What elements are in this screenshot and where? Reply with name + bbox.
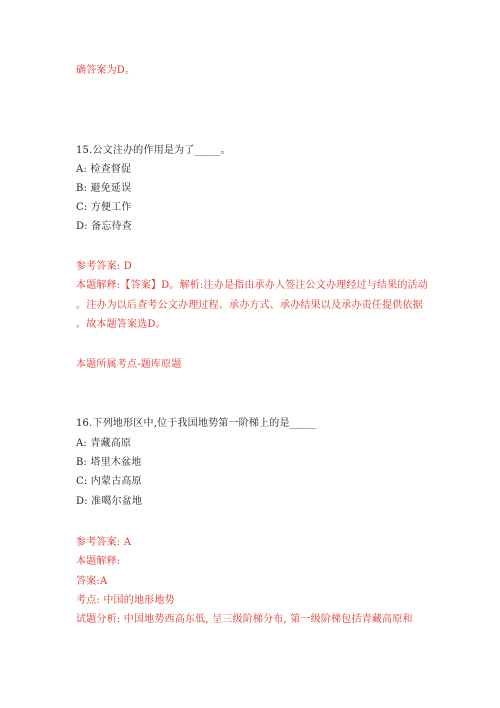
question-16-explanation-label: 本题解释:: [76, 556, 121, 567]
question-16-option-b: B: 塔里木盆地: [76, 457, 142, 468]
question-15-source: 本题所属考点-题库原题: [76, 359, 182, 370]
question-15-explanation-line-3: 。故本题答案选D。: [76, 319, 166, 330]
question-16-answer: 答案:A: [76, 576, 108, 587]
question-15-option-a: A: 检查督促: [76, 164, 132, 175]
question-16-reference-answer: 参考答案: A: [76, 537, 132, 548]
question-16-topic: 考点: 中国的地形地势: [76, 595, 175, 606]
question-15-option-d: D: 备忘待查: [76, 221, 132, 232]
question-16-option-c: C: 内蒙古高原: [76, 476, 142, 487]
question-16-option-a: A: 青藏高原: [76, 438, 132, 449]
question-15-option-b: B: 避免延误: [76, 183, 132, 194]
question-16-option-d: D: 准噶尔盆地: [76, 496, 143, 507]
question-15-reference-answer: 参考答案: D: [76, 261, 132, 272]
question-15-explanation-line-2: 。注办为以后查考公文办理过程、承办方式、承办结果以及承办责任提供依据: [76, 300, 423, 311]
question-15-explanation-line-1: 本题解释:【答案】D。解析:注办是指由承办人签注公文办理经过与结果的活动: [76, 280, 428, 291]
prev-answer-tail: 确答案为D。: [76, 65, 136, 76]
question-15-stem: 15.公文注办的作用是为了_____。: [76, 145, 231, 156]
question-16-stem: 16.下列地形区中,位于我国地势第一阶梯上的是_____: [76, 418, 316, 429]
question-16-analysis: 试题分析: 中国地势西高东低, 呈三级阶梯分布, 第一级阶梯包括青藏高原和: [76, 614, 413, 625]
question-15-option-c: C: 方便工作: [76, 202, 132, 213]
